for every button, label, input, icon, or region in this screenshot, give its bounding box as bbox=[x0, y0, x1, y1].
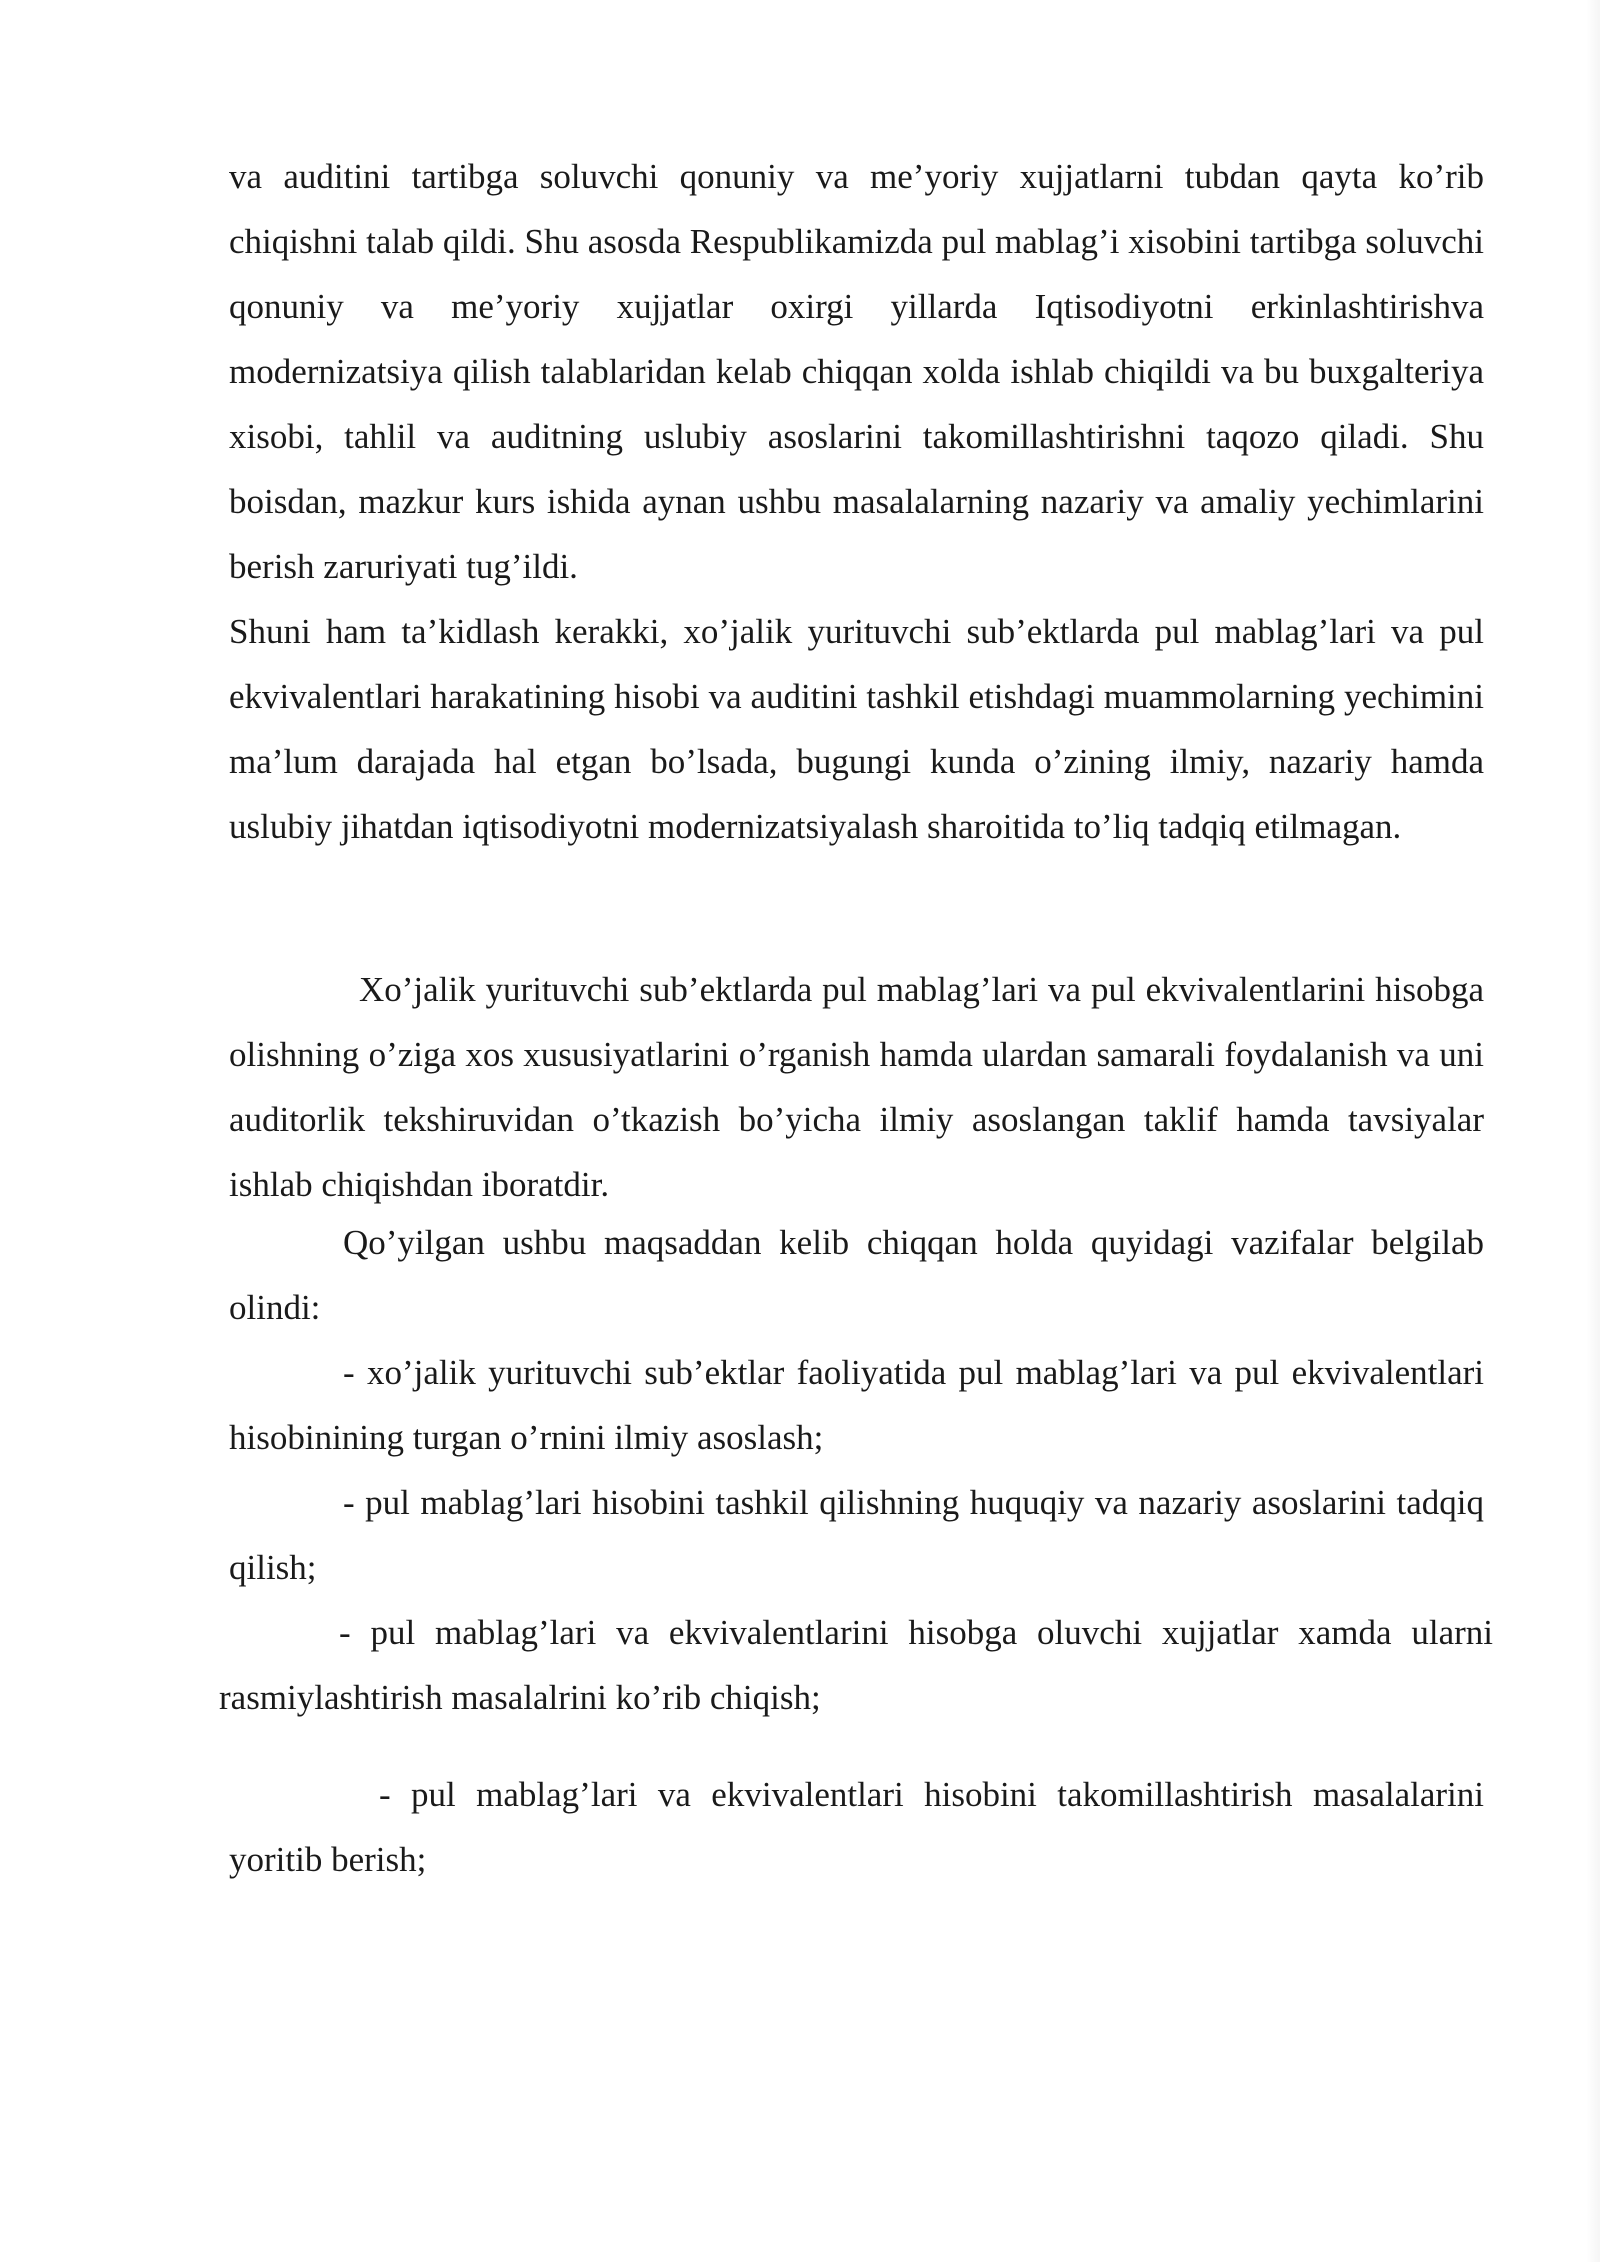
list-item-task-2: - pul mablag’lari hisobini tashkil qilishning huquqiy va nazariy asoslarini tadqiq qilish; bbox=[229, 1483, 1484, 1587]
paragraph-research-gap: Shuni ham ta’kidlash kerakki, xo’jalik yurituvchi sub’ektlarda pul mablag’lari va pul ekvivalentlari harakatining hisobi va auditini tashkil etishdagi muammolarning yechimini ma’lum darajada hal etgan bo’lsada, bugungi kunda o’zining ilmiy, nazariy hamda uslubiy jihatdan iqtisodiyotni modernizatsiyalash sharoitida to’liq tadqiq etilmagan. bbox=[229, 612, 1484, 846]
page-edge-shadow bbox=[1586, 0, 1600, 2262]
paragraph-research-goal: Xo’jalik yurituvchi sub’ektlarda pul mablag’lari va pul ekvivalentlarini hisobga olishning o’ziga xos xususiyatlarini o’rganish hamda ulardan samarali foydalanish va uni auditorlik tekshiruvidan o’tkazish bo’yicha ilmiy asoslangan taklif hamda tavsiyalar ishlab chiqishdan iboratdir. bbox=[229, 970, 1484, 1204]
list-item-task-3: - pul mablag’lari va ekvivalentlarini hisobga oluvchi xujjatlar xamda ularni rasmiylashtirish masalalrini ko’rib chiqish; bbox=[219, 1613, 1493, 1717]
paragraph-intro-continuation: va auditini tartibga soluvchi qonuniy va me’yoriy xujjatlarni tubdan qayta ko’rib chiqishni talab qildi. Shu asosda Respublikamizda pul mablag’i xisobini tartibga soluvchi qonuniy va me’yoriy xujjatlar oxirgi yillarda Iqtisodiyotni erkinlashtirishva modernizatsiya qilish talablaridan kelab chiqqan xolda ishlab chiqildi va bu buxgalteriya xisobi, tahlil va auditning uslubiy asoslarini takomillashtirishni taqozo qiladi. Shu boisdan, mazkur kurs ishida aynan ushbu masalalarning nazariy va amaliy yechimlarini berish zaruriyati tug’ildi. bbox=[229, 157, 1484, 586]
list-item-task-1: - xo’jalik yurituvchi sub’ektlar faoliyatida pul mablag’lari va pul ekvivalentlari hisobinining turgan o’rnini ilmiy asoslash; bbox=[229, 1353, 1484, 1457]
paragraph-tasks-intro: Qo’yilgan ushbu maqsaddan kelib chiqqan holda quyidagi vazifalar belgilab olindi: bbox=[229, 1223, 1484, 1327]
list-item-task-4: - pul mablag’lari va ekvivalentlari hisobini takomillashtirish masalalarini yoritib berish; bbox=[229, 1775, 1484, 1879]
